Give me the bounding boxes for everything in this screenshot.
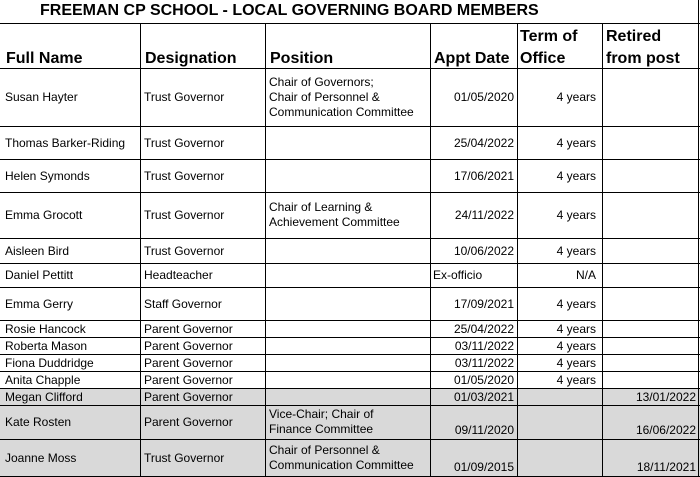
cell-appt-date: 25/04/2022 [453,322,514,336]
header-retired-line2: from post [606,50,680,67]
cell-term: 4 years [556,356,596,370]
table-row [0,264,700,288]
header-term-line2: Office [520,50,566,67]
cell-designation: Staff Governor [144,297,222,311]
cell-appt-date: 17/09/2021 [453,297,514,311]
header-appt-date: Appt Date [434,50,510,67]
cell-appt-date: 01/05/2020 [453,90,514,104]
cell-term: 4 years [556,373,596,387]
cell-position-line: Chair of Learning & [269,200,373,214]
table-row [0,372,700,389]
cell-appt-date: 09/11/2020 [454,423,514,437]
cell-position-line: Chair of Governors; [269,75,374,89]
cell-appt-date: 01/09/2015 [453,460,514,474]
table-row [0,338,700,355]
title-row [0,0,700,24]
cell-appt-date: Ex-officio [433,268,483,282]
cell-appt-date: 01/03/2021 [453,390,514,404]
col-divider [265,24,266,477]
cell-full-name: Helen Symonds [5,169,90,183]
table-row [0,127,700,160]
table-row [0,321,700,338]
cell-term: N/A [575,268,596,282]
col-divider [517,24,518,477]
table-row [0,69,700,127]
cell-full-name: Emma Gerry [5,297,74,311]
col-divider [430,24,431,477]
header-term-line1: Term of [520,28,578,45]
cell-term: 4 years [556,322,596,336]
cell-position-line: Vice-Chair; Chair of [269,407,374,421]
table-row [0,193,700,239]
cell-term: 4 years [556,169,596,183]
cell-full-name: Fiona Duddridge [5,356,94,370]
cell-full-name: Joanne Moss [5,451,77,465]
cell-position-line: Communication Committee [269,458,414,472]
cell-full-name: Thomas Barker-Riding [5,136,126,150]
table-row [0,288,700,321]
header-designation: Designation [145,50,237,67]
cell-full-name: Roberta Mason [5,339,88,353]
cell-designation: Trust Governor [144,451,225,465]
cell-designation: Parent Governor [144,356,233,370]
cell-full-name: Aisleen Bird [5,244,70,258]
cell-appt-date: 10/06/2022 [453,244,514,258]
cell-full-name: Kate Rosten [5,415,72,429]
table-row [0,440,700,477]
cell-designation: Trust Governor [144,136,225,150]
cell-full-name: Daniel Pettitt [5,268,74,282]
cell-term: 4 years [556,208,596,222]
cell-designation: Parent Governor [144,322,233,336]
cell-appt-date: 25/04/2022 [453,136,514,150]
header-position: Position [270,50,334,67]
cell-position-line: Achievement Committee [269,215,400,229]
cell-appt-date: 03/11/2022 [454,339,514,353]
cell-full-name: Rosie Hancock [5,322,86,336]
cell-designation: Parent Governor [144,373,233,387]
table-row [0,389,700,406]
table-row [0,406,700,440]
cell-full-name: Emma Grocott [5,208,83,222]
cell-position-line: Chair of Personnel & [269,90,380,104]
col-divider [698,0,699,477]
cell-retired: 16/06/2022 [635,423,696,437]
header-row [0,24,700,69]
cell-retired: 13/01/2022 [635,390,696,404]
cell-term: 4 years [556,297,596,311]
cell-designation: Parent Governor [144,339,233,353]
cell-term: 4 years [556,136,596,150]
cell-position-line: Chair of Personnel & [269,443,380,457]
cell-appt-date: 24/11/2022 [454,208,514,222]
table-row [0,160,700,193]
cell-full-name: Anita Chapple [5,373,81,387]
col-divider [602,24,603,477]
cell-designation: Parent Governor [144,415,233,429]
cell-retired: 18/11/2021 [636,460,696,474]
cell-term: 4 years [556,244,596,258]
cell-term: 4 years [556,339,596,353]
cell-full-name: Megan Clifford [5,390,83,404]
cell-position-line: Communication Committee [269,105,414,119]
cell-appt-date: 17/06/2021 [453,169,514,183]
cell-full-name: Susan Hayter [5,90,78,104]
col-divider [140,24,141,477]
cell-term: 4 years [556,90,596,104]
cell-designation: Trust Governor [144,244,225,258]
table-row [0,355,700,372]
cell-designation: Trust Governor [144,208,225,222]
table-row [0,239,700,264]
cell-appt-date: 03/11/2022 [454,356,514,370]
header-full-name: Full Name [6,50,83,67]
cell-designation: Headteacher [144,268,213,282]
header-retired-line1: Retired [606,28,662,45]
cell-appt-date: 01/05/2020 [453,373,514,387]
table-title: FREEMAN CP SCHOOL - LOCAL GOVERNING BOARD MEMBERS [40,2,539,19]
cell-position-line: Finance Committee [269,422,374,436]
cell-designation: Trust Governor [144,169,225,183]
cell-designation: Trust Governor [144,90,225,104]
cell-designation: Parent Governor [144,390,233,404]
